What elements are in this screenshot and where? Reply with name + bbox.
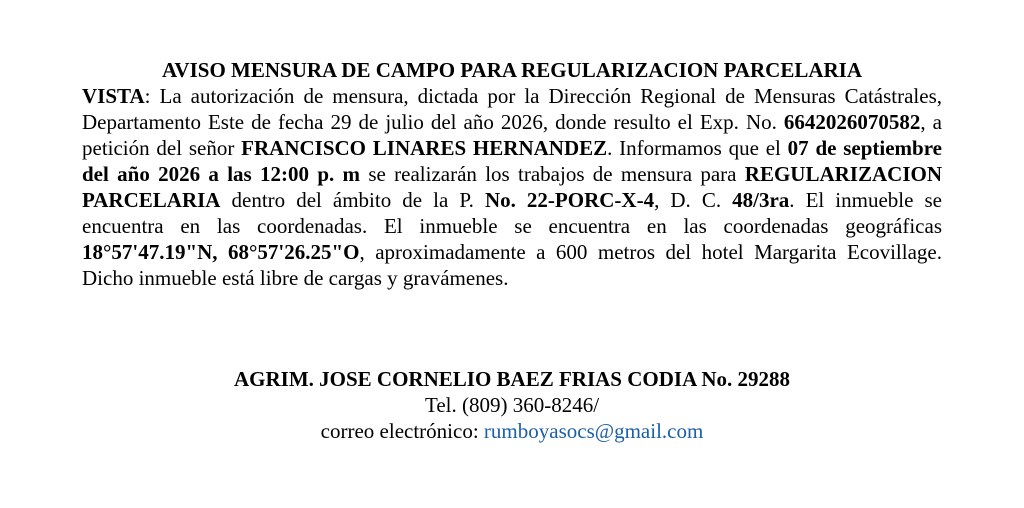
email-link[interactable]: rumboyasocs@gmail.com	[483, 419, 704, 443]
body-part: , D. C.	[654, 188, 733, 212]
body-part: , aproximadamente a 600 metros del hotel Margarita Ecovillage. Dicho inmueble está libre de cargas y gravámenes.	[82, 240, 942, 290]
survey-date: 07 de septiembre del año 2026 a las 12:00 p. m	[82, 136, 942, 186]
email-label: correo electrónico:	[320, 419, 484, 443]
phone-line: Tel. (809) 360-8246/	[424, 393, 600, 417]
surveyor-name: AGRIM. JOSE CORNELIO BAEZ FRIAS CODIA No. 29288	[234, 367, 790, 391]
notice-title: AVISO MENSURA DE CAMPO PARA REGULARIZACION PARCELARIA	[161, 58, 863, 82]
notice-block	[82, 57, 942, 291]
body-part: , a petición del señor	[82, 110, 942, 160]
parcel-number: No. 22-PORC-X-4	[484, 188, 655, 212]
survey-type: REGULARIZACION PARCELARIA	[82, 162, 942, 212]
body-part: . Informamos que el	[607, 136, 788, 160]
body-part: dentro del ámbito de la P.	[220, 188, 485, 212]
email-line	[82, 418, 942, 444]
body-part: VISTA	[82, 84, 145, 108]
body-part: . El inmueble se encuentra en las coordenadas. El inmueble se encuentra en las coordenadas geográficas	[82, 188, 942, 238]
coordinates: 18°57'47.19"N, 68°57'26.25"O	[82, 240, 360, 264]
signature-block	[82, 366, 942, 444]
applicant-name: FRANCISCO LINARES HERNANDEZ	[241, 136, 608, 160]
body-part: : La autorización de mensura, dictada por la Dirección Regional de Mensuras Catástrales, Departamento Este de fecha 29 de julio del año 2026, donde resulto el Exp. No.	[82, 84, 942, 134]
notice-body	[82, 83, 942, 291]
district-number: 48/3ra	[732, 188, 790, 212]
expediente-number: 6642026070582	[783, 110, 921, 134]
body-part: se realizarán los trabajos de mensura para	[360, 162, 745, 186]
